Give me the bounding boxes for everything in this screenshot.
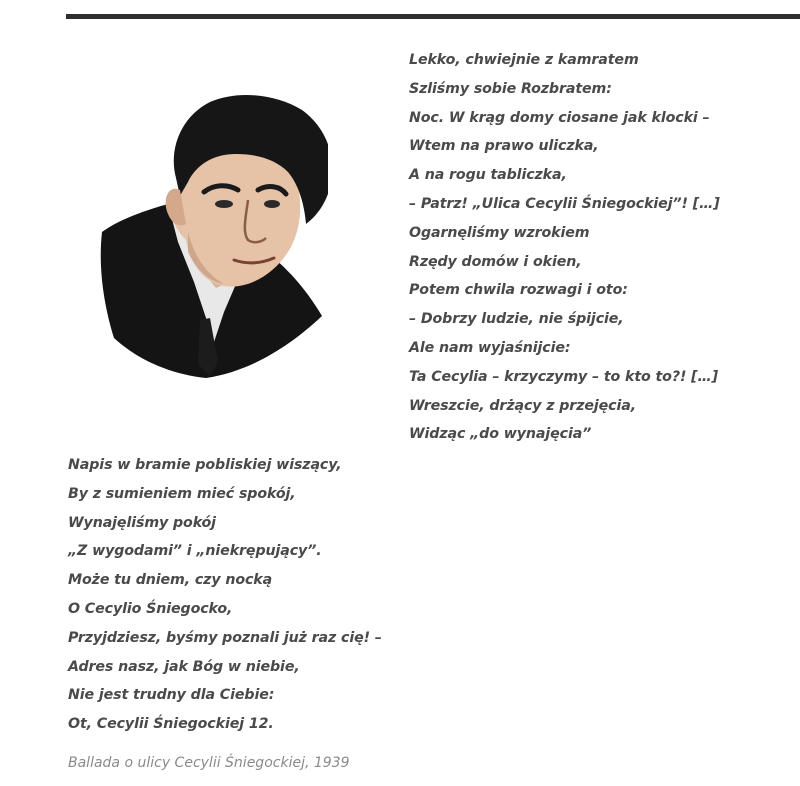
poem-line: Ogarnęliśmy wzrokiem bbox=[409, 224, 590, 241]
poem-stanza-left bbox=[68, 451, 382, 739]
poem-line: – Dobrzy ludzie, nie śpijcie, bbox=[409, 311, 624, 328]
poem-line: Może tu dniem, czy nocką bbox=[68, 572, 273, 589]
poem-line: A na rogu tabliczka, bbox=[409, 167, 567, 184]
poem-line: Wtem na prawo uliczka, bbox=[409, 138, 599, 155]
poem-line: „Z wygodami” i „niekrępujący”. bbox=[68, 543, 322, 560]
poem-line: O Cecylio Śniegocko, bbox=[68, 600, 233, 617]
top-divider bbox=[66, 14, 800, 19]
poem-caption: Ballada o ulicy Cecylii Śniegockiej, 1939 bbox=[68, 755, 350, 771]
poem-line: Widząc „do wynajęcia” bbox=[409, 426, 592, 443]
poem-line: Adres nasz, jak Bóg w niebie, bbox=[68, 658, 300, 675]
poem-line: Rzędy domów i okien, bbox=[409, 253, 582, 270]
poem-line: Napis w bramie pobliskiej wiszący, bbox=[68, 457, 342, 473]
poem-line: Wreszcie, drżący z przejęcia, bbox=[409, 397, 636, 414]
poem-line: Przyjdziesz, byśmy poznali już raz cię! – bbox=[68, 629, 382, 646]
poem-line: Lekko, chwiejnie z kamratem bbox=[409, 52, 639, 68]
poem-line: Wynajęliśmy pokój bbox=[68, 514, 216, 531]
poem-line: Nie jest trudny dla Ciebie: bbox=[68, 687, 275, 704]
poem-line: By z sumieniem mieć spokój, bbox=[68, 485, 296, 502]
poem-line: Noc. W krąg domy ciosane jak klocki – bbox=[409, 109, 710, 126]
author-portrait bbox=[98, 92, 328, 382]
poem-line: Potem chwila rozwagi i oto: bbox=[409, 282, 628, 299]
poem-stanza-right bbox=[409, 46, 720, 449]
poem-line: – Patrz! „Ulica Cecylii Śniegockiej”! […] bbox=[409, 195, 720, 212]
poem-line: Szliśmy sobie Rozbratem: bbox=[409, 80, 612, 97]
poem-line: Ale nam wyjaśnijcie: bbox=[409, 339, 571, 356]
poem-line: Ot, Cecylii Śniegockiej 12. bbox=[68, 716, 274, 733]
poem-line: Ta Cecylia – krzyczymy – to kto to?! […] bbox=[409, 368, 719, 385]
